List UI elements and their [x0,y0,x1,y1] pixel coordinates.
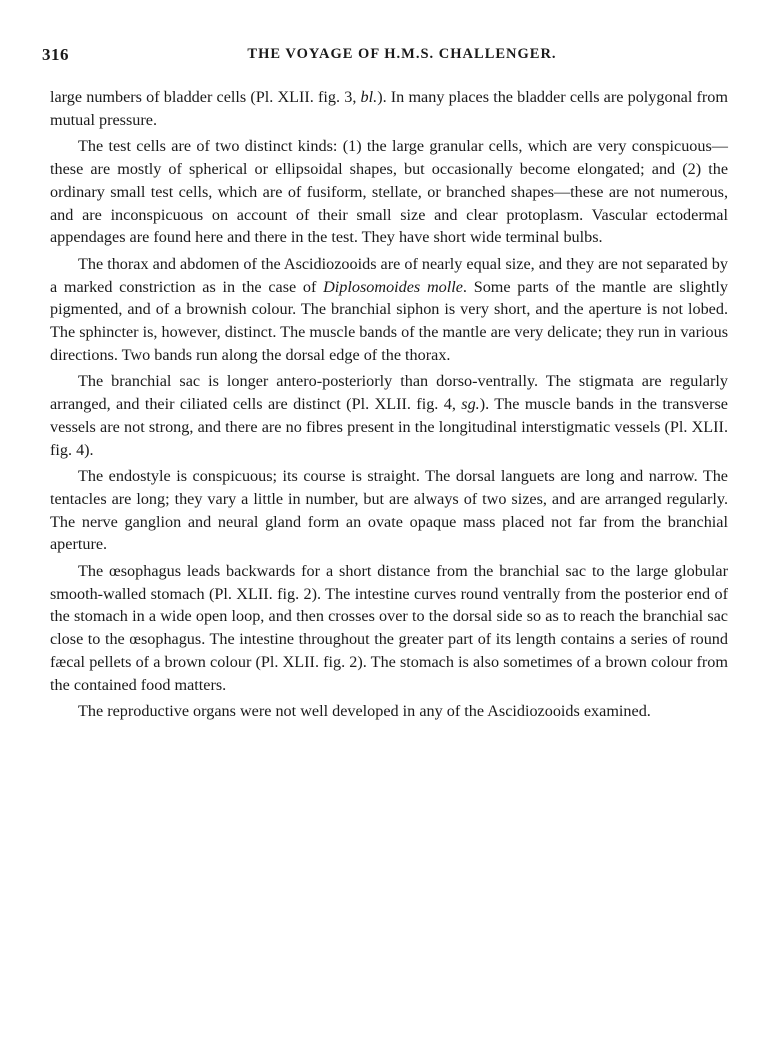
paragraph [50,135,728,249]
text-run-italic: bl. [360,88,378,106]
paragraph [50,253,728,367]
text-run: . Some parts of the mantle are slightly pigmented, and of a brownish colour. The branchial siphon is very short, and the aperture is not lobed. The sphincter is, however, distinct. The muscle bands of the mantle are very delicate; they run in various directions. Two bands run along the dorsal edge of the thorax. [50,277,728,364]
text-run: The thorax and abdomen of the Ascidiozooids are of nearly equal size, and they are not separated by a marked constriction as in the case of [50,254,728,296]
running-title: THE VOYAGE OF H.M.S. CHALLENGER. [247,46,557,62]
text-run: ). The muscle bands in the transverse vessels are not strong, and there are no fibres present in the longitudinal interstigmatic vessels (Pl. XLII. fig. 4). [50,395,728,459]
text-run: The œsophagus leads backwards for a short distance from the branchial sac to the large globular smooth-walled stomach (Pl. XLII. fig. 2). The intestine curves round ventrally from the posterior end of the stomach in a wide open loop, and then crosses over to the dorsal side so as to reach the branchial sac close to the œsophagus. The intestine throughout the greater part of its length contains a series of round fæcal pellets of a brown colour (Pl. XLII. fig. 2). The stomach is also sometimes of a brown colour from the contained food matters. [50,562,728,694]
paragraph [50,465,728,556]
text-run-italic: sg. [461,395,480,414]
paragraph [50,86,728,131]
text-run: The branchial sac is longer antero-posteriorly than dorso-ventrally. The stigmata are regularly arranged, and their ciliated cells are distinct (Pl. XLII. fig. 4, [50,372,728,414]
text-run: large numbers of bladder cells (Pl. XLII. fig. 3, [50,88,361,106]
text-run: The reproductive organs were not well developed in any of the Ascidiozooids examined. [78,702,651,721]
text-run: ). In many places the bladder cells are polygonal from mutual pressure. [50,88,728,129]
text-run: The endostyle is conspicuous; its course is straight. The dorsal languets are long and narrow. The tentacles are long; they vary a little in number, but are always of two sizes, and are arranged regularly. The nerve ganglion and neural gland form an ovate opaque mass placed not far from the branchial aperture. [50,467,728,554]
body-text [50,86,728,723]
running-head [42,45,732,67]
paragraph [50,560,728,696]
text-run-italic: Diplosomoides molle [323,277,463,296]
paragraph [50,370,728,461]
page-number: 316 [42,45,69,64]
text-run: The test cells are of two distinct kinds: (1) the large granular cells, which are very conspicuous—these are mostly of spherical or ellipsoidal shapes, but occasionally become elongated; and (2) the ordinary small test cells, which are of fusiform, stellate, or branched shapes—these are not numerous, and are inconspicuous on account of their small size and clear protoplasm. Vascular ectodermal appendages are found here and there in the test. They have short wide terminal bulbs. [50,137,728,247]
paragraph [50,700,728,723]
